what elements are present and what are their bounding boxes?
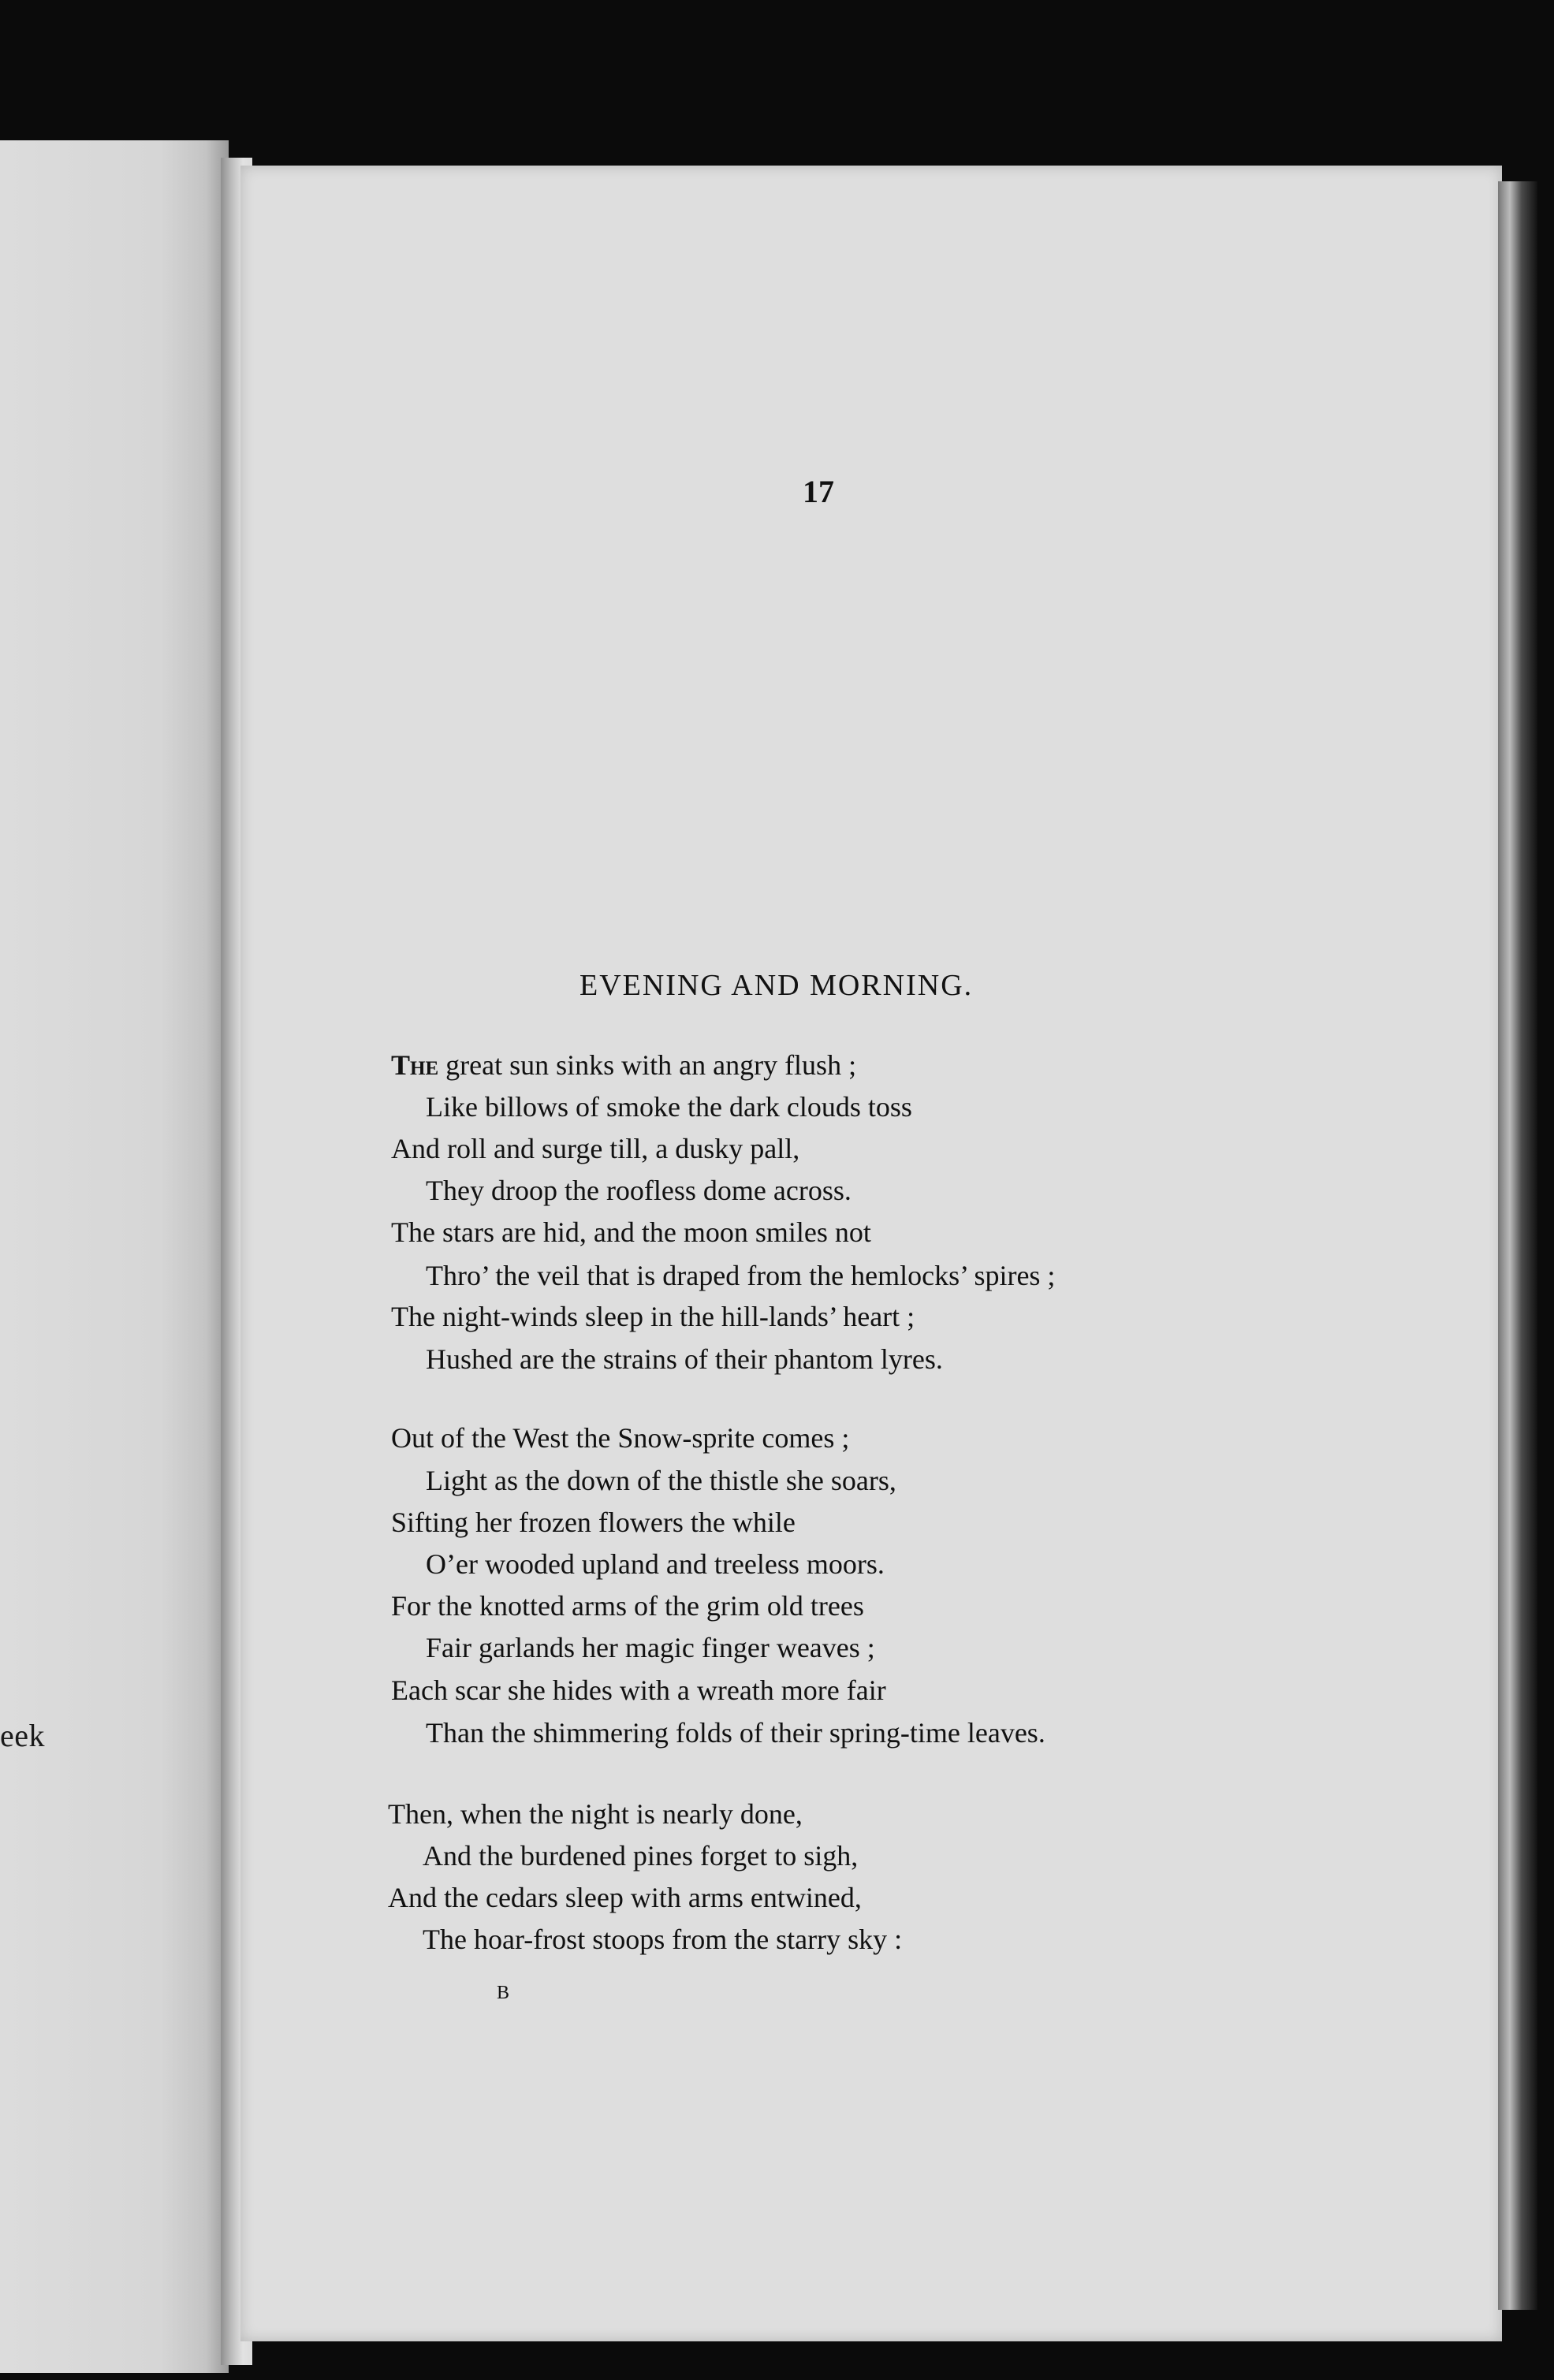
poem-line: The night-winds sleep in the hill-lands’ heart ; [391,1301,915,1332]
poem-line: Fair garlands her magic finger weaves ; [426,1632,875,1663]
poem-line: Thro’ the veil that is draped from the hemlocks’ spires ; [426,1260,1056,1291]
poem-line: The stars are hid, and the moon smiles not [391,1216,871,1248]
poem-line: And the burdened pines forget to sigh, [423,1840,859,1872]
poem-line: O’er wooded upland and treeless moors. [426,1548,885,1580]
left-page-text-fragment: eek [0,1718,46,1753]
poem-line: They droop the roofless dome across. [426,1175,852,1206]
poem-line: For the knotted arms of the grim old trees [391,1590,864,1622]
poem-title: EVENING AND MORNING. [579,969,974,1002]
poem-line: Like billows of smoke the dark clouds toss [426,1091,912,1123]
poem-line: Than the shimmering folds of their spring-time leaves. [426,1717,1045,1749]
poem-line-text: great sun sinks with an angry flush ; [445,1049,857,1081]
poem-line [391,1051,856,1079]
poem-line: And the cedars sleep with arms entwined, [388,1882,862,1913]
poem-line: And roll and surge till, a dusky pall, [391,1133,800,1164]
poem-line: Sifting her frozen flowers the while [391,1507,796,1538]
poem-line: Out of the West the Snow-sprite comes ; [391,1422,850,1454]
poem-lead-word: The [391,1049,439,1081]
signature-mark: B [497,1983,510,2003]
page-number: 17 [803,474,834,509]
poem-line: Each scar she hides with a wreath more fair [391,1674,886,1706]
poem-line: Then, when the night is nearly done, [388,1798,803,1830]
poem-line: Light as the down of the thistle she soars, [426,1465,896,1496]
poem-line: Hushed are the strains of their phantom lyres. [426,1343,943,1375]
poem-line: The hoar-frost stoops from the starry sky : [423,1924,903,1955]
